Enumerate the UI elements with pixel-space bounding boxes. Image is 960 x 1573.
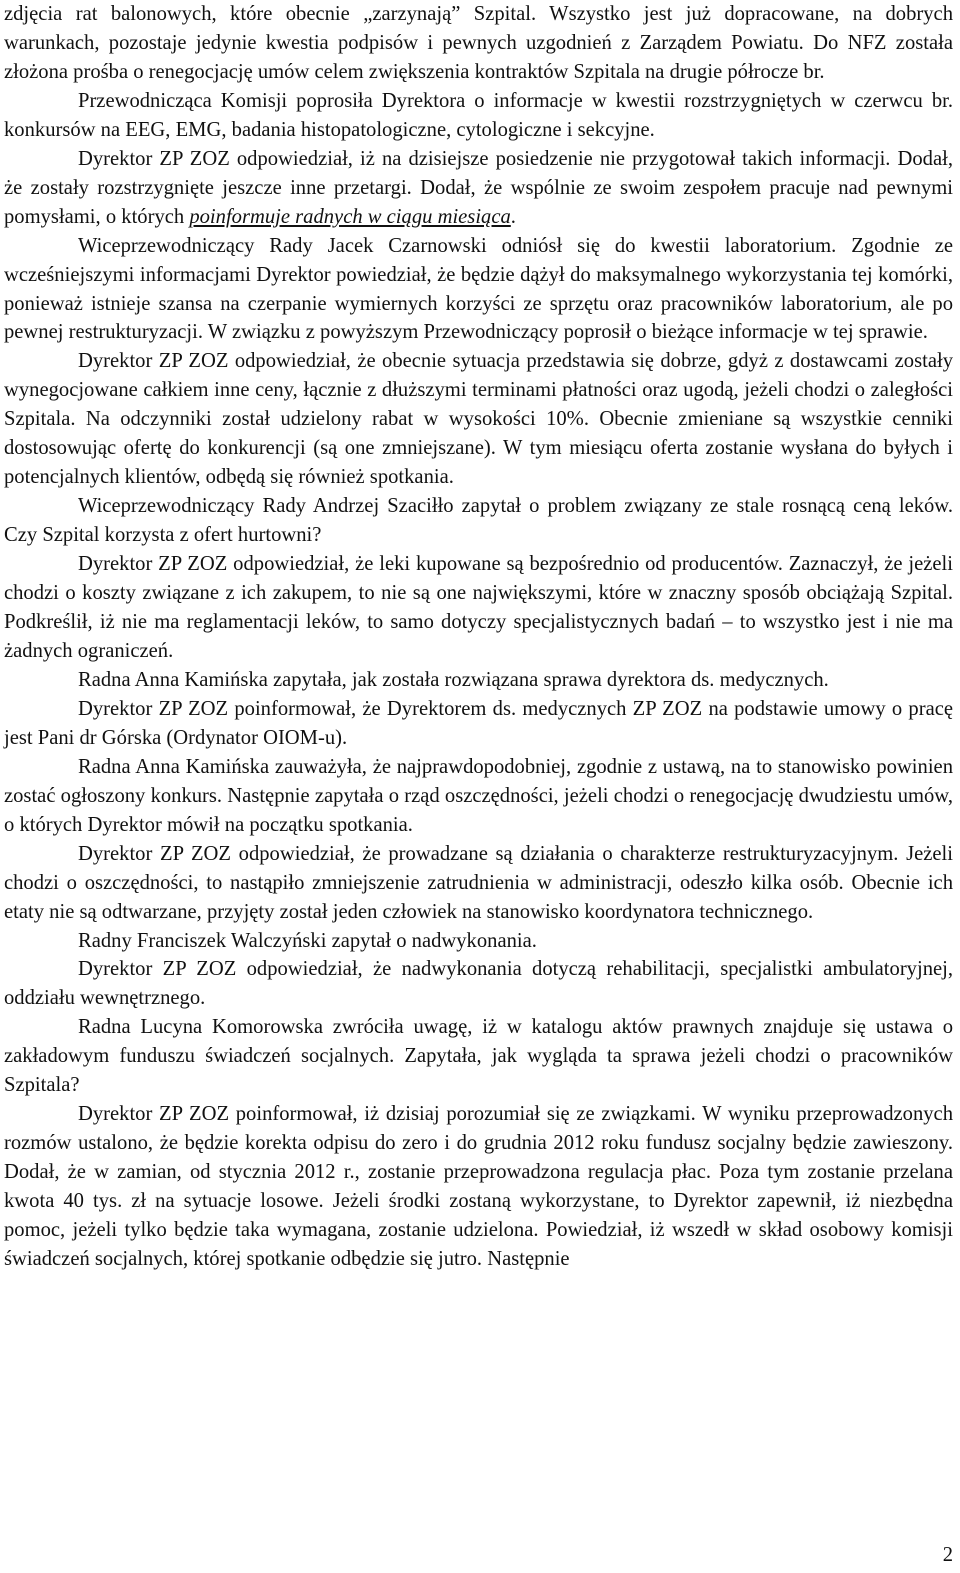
- paragraph-1: zdjęcia rat balonowych, które obecnie „zarzynają” Szpital. Wszystko jest już dopracowane, na dobrych warunkach, pozostaje jedynie kwestia podpisów i pewnych uzgodnień z Zarządem Powiatu. Do NFZ została złożona prośba o renegocjację umów celem zwiększenia kontraktów Szpitala na drugie półrocze br.: [4, 3, 953, 83]
- paragraph-2: Przewodnicząca Komisji poprosiła Dyrektora o informacje w kwestii rozstrzygniętych w czerwcu br. konkursów na EEG, EMG, badania histopatologiczne, cytologiczne i sekcyjne.: [4, 89, 953, 141]
- paragraph-12: Radny Franciszek Walczyński zapytał o nadwykonania.: [78, 929, 537, 952]
- paragraph-11: Dyrektor ZP ZOZ odpowiedział, że prowadzane są działania o charakterze restrukturyzacyjnym. Jeżeli chodzi o oszczędności, to nastąpiło zmniejszenie zatrudnienia w administracji, odeszło kilka osób. Obecnie ich etaty nie są odtwarzane, przyjęty został jeden człowiek na stanowisko koordynatora technicznego.: [4, 842, 953, 923]
- underlined-phrase: poinformuje radnych w ciągu miesiąca: [189, 205, 511, 228]
- paragraph-3: [4, 145, 953, 232]
- paragraph-9: Dyrektor ZP ZOZ poinformował, że Dyrektorem ds. medycznych ZP ZOZ na podstawie umowy o pracę jest Pani dr Górska (Ordynator OIOM-u).: [4, 697, 953, 749]
- page-number: 2: [942, 1544, 953, 1566]
- paragraph-3-text: Dyrektor ZP ZOZ odpowiedział, iż na dzisiejsze posiedzenie nie przygotował takich informacji. Dodał, że zostały rozstrzygnięte jeszcze inne przetargi. Dodał, że wspólnie ze swoim zespołem pracuje nad pewnymi pomysłami, o których: [4, 147, 953, 228]
- paragraph-4: Wiceprzewodniczący Rady Jacek Czarnowski odniósł się do kwestii laboratorium. Zgodnie ze wcześniejszymi informacjami Dyrektor powiedział, że będzie dążył do maksymalnego wykorzystania tej komórki, ponieważ istnieje szansa na czerpanie wymiernych korzyści ze sprzętu oraz pracowników laboratorium, ale po pewnej restrukturyzacji. W związku z powyższym Przewodniczący poprosił o bieżące informacje w tej sprawie.: [4, 234, 953, 344]
- document-body: [4, 0, 953, 1274]
- paragraph-6: Wiceprzewodniczący Rady Andrzej Szaciłło zapytał o problem związany ze stale rosnącą ceną leków. Czy Szpital korzysta z ofert hurtowni?: [4, 495, 953, 547]
- paragraph-7: Dyrektor ZP ZOZ odpowiedział, że leki kupowane są bezpośrednio od producentów. Zaznaczył, że jeżeli chodzi o koszty związane z ich zakupem, to nie są one największymi, które w znaczny sposób obciążają Szpital. Podkreślił, iż nie ma reglamentacji leków, to samo dotyczy specjalistycznych badań – to wszystko jest i nie ma żadnych ograniczeń.: [4, 553, 953, 662]
- paragraph-15: Dyrektor ZP ZOZ poinformował, iż dzisiaj porozumiał się ze związkami. W wyniku przeprowadzonych rozmów ustalono, że będzie korekta odpisu do zero i do grudnia 2012 roku fundusz socjalny będzie zawieszony. Dodał, że w zamian, od stycznia 2012 r., zostanie przeprowadzona regulacja płac. Poza tym zostanie przelana kwota 40 tys. zł na sytuacje losowe. Jeżeli środki zostaną wykorzystane, to Dyrektor zapewnił, iż niezbędna pomoc, jeżeli tylko będzie taka wymagana, zostanie udzielona. Powiedział, iż wszedł w skład osobowy komisji świadczeń socjalnych, której spotkanie odbędzie się jutro. Następnie: [4, 1103, 953, 1270]
- paragraph-10: Radna Anna Kamińska zauważyła, że najprawdopodobniej, zgodnie z ustawą, na to stanowisko powinien zostać ogłoszony konkurs. Następnie zapytała o rząd oszczędności, jeżeli chodzi o renegocjację dwudziestu umów, o których Dyrektor mówił na początku spotkania.: [4, 755, 953, 836]
- paragraph-5: Dyrektor ZP ZOZ odpowiedział, że obecnie sytuacja przedstawia się dobrze, gdyż z dostawcami zostały wynegocjowane całkiem inne ceny, łącznie z dłuższymi terminami płatności oraz ugodą, jeżeli chodzi o zaległości Szpitala. Na odczynniki został udzielony rabat w wysokości 10%. Obecnie zmieniane są wszystkie cenniki dostosowując ofertę do konkurencji (są one zmniejszane). W tym miesiącu oferta zostanie wysłana do byłych i potencjalnych klientów, odbędą się również spotkania.: [4, 350, 953, 489]
- paragraph-8: Radna Anna Kamińska zapytała, jak została rozwiązana sprawa dyrektora ds. medycznych.: [78, 668, 829, 691]
- paragraph-13: Dyrektor ZP ZOZ odpowiedział, że nadwykonania dotyczą rehabilitacji, specjalistki ambulatoryjnej, oddziału wewnętrznego.: [4, 958, 953, 1010]
- paragraph-14: Radna Lucyna Komorowska zwróciła uwagę, iż w katalogu aktów prawnych znajduje się ustawa o zakładowym funduszu świadczeń socjalnych. Zapytała, jak wygląda ta sprawa jeżeli chodzi o pracowników Szpitala?: [4, 1016, 953, 1097]
- paragraph-3-end: .: [510, 205, 516, 228]
